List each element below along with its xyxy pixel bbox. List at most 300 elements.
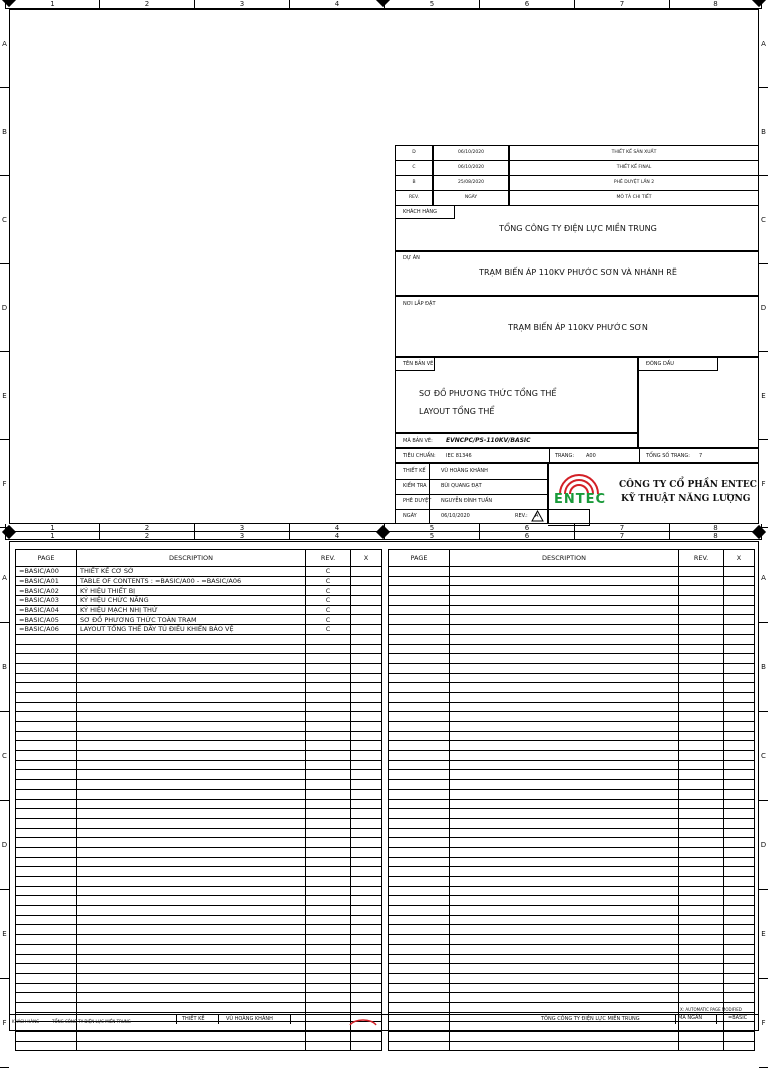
toc-x bbox=[351, 867, 382, 877]
toc-row bbox=[16, 1032, 382, 1042]
toc-rev bbox=[679, 925, 724, 935]
toc-x bbox=[351, 1002, 382, 1012]
toc-page bbox=[16, 789, 77, 799]
toc-row bbox=[16, 789, 382, 799]
zone-col-4: 4 bbox=[290, 532, 385, 540]
auto-note: X: AUTOMATIC PAGE MODIFIED bbox=[680, 1007, 742, 1012]
toc-page bbox=[389, 1002, 450, 1012]
drawing-title-line2: LAYOUT TỔNG THỂ bbox=[419, 407, 495, 416]
toc-rev bbox=[679, 596, 724, 606]
toc-rev bbox=[306, 770, 351, 780]
short-code: =BASIC bbox=[728, 1015, 748, 1021]
toc-rev: C bbox=[306, 596, 351, 606]
toc-page bbox=[16, 654, 77, 664]
toc-row bbox=[389, 847, 755, 857]
toc-page bbox=[389, 925, 450, 935]
revision-date: 25/08/2020 bbox=[433, 175, 509, 191]
col-x: X bbox=[351, 550, 382, 567]
col-x: X bbox=[724, 550, 755, 567]
toc-x bbox=[724, 596, 755, 606]
toc-x bbox=[351, 780, 382, 790]
zone-col-3: 3 bbox=[195, 532, 290, 540]
toc-x bbox=[724, 615, 755, 625]
toc-description bbox=[450, 1002, 679, 1012]
zone-col-1: 1 bbox=[5, 0, 100, 9]
toc-x bbox=[724, 586, 755, 596]
toc-rev bbox=[306, 1002, 351, 1012]
toc-rev bbox=[306, 654, 351, 664]
toc-x bbox=[351, 702, 382, 712]
stamp-box bbox=[638, 357, 759, 448]
toc-rev bbox=[679, 983, 724, 993]
toc-rev bbox=[679, 712, 724, 722]
zone-row-B: B bbox=[0, 623, 9, 712]
toc-rev bbox=[679, 915, 724, 925]
toc-page bbox=[389, 722, 450, 732]
toc-x bbox=[351, 809, 382, 819]
toc-row bbox=[16, 673, 382, 683]
revision-date: 06/10/2020 bbox=[433, 160, 509, 176]
zone-col-8: 8 bbox=[670, 0, 762, 9]
toc-rev: C bbox=[306, 567, 351, 577]
col-rev: REV. bbox=[679, 550, 724, 567]
toc-page bbox=[16, 973, 77, 983]
page-value: A00 bbox=[586, 453, 596, 459]
zone-row-A: A bbox=[759, 0, 768, 88]
toc-x bbox=[351, 993, 382, 1003]
toc-row bbox=[16, 731, 382, 741]
toc-x bbox=[724, 964, 755, 974]
toc-description bbox=[77, 964, 306, 974]
toc-rev bbox=[679, 760, 724, 770]
toc-page bbox=[16, 847, 77, 857]
zone-row-F: F bbox=[0, 979, 9, 1068]
toc-page bbox=[389, 954, 450, 964]
toc-page bbox=[389, 867, 450, 877]
toc-rev bbox=[679, 654, 724, 664]
toc-description bbox=[77, 906, 306, 916]
toc-rev: C bbox=[306, 586, 351, 596]
toc-page bbox=[389, 886, 450, 896]
toc-page bbox=[16, 944, 77, 954]
toc-page bbox=[389, 644, 450, 654]
toc-table-right bbox=[388, 549, 755, 1051]
designer: VŨ HOÀNG KHÁNH bbox=[441, 468, 488, 474]
toc-row bbox=[16, 576, 382, 586]
toc-page bbox=[16, 1032, 77, 1042]
toc-x bbox=[351, 964, 382, 974]
toc-row bbox=[389, 857, 755, 867]
toc-row bbox=[389, 634, 755, 644]
toc-rev bbox=[679, 935, 724, 945]
toc-rev bbox=[306, 818, 351, 828]
toc-row bbox=[389, 954, 755, 964]
checker: BÙI QUANG ĐẠT bbox=[441, 483, 482, 489]
toc-row bbox=[389, 925, 755, 935]
toc-x bbox=[724, 847, 755, 857]
toc-x bbox=[351, 712, 382, 722]
toc-rev bbox=[306, 799, 351, 809]
zone-col-4: 4 bbox=[290, 0, 385, 9]
toc-x bbox=[724, 644, 755, 654]
toc-x bbox=[724, 828, 755, 838]
toc-page bbox=[389, 896, 450, 906]
toc-page bbox=[16, 896, 77, 906]
toc-rev bbox=[679, 877, 724, 887]
toc-page bbox=[16, 877, 77, 887]
toc-page bbox=[389, 731, 450, 741]
toc-description bbox=[77, 857, 306, 867]
zone-col-6: 6 bbox=[480, 532, 575, 540]
toc-rev bbox=[679, 770, 724, 780]
toc-description bbox=[77, 915, 306, 925]
rev-header-desc: MÔ TẢ CHI TIẾT bbox=[509, 190, 759, 206]
zone-row-E: E bbox=[759, 352, 768, 440]
toc-x bbox=[351, 925, 382, 935]
toc-description bbox=[450, 954, 679, 964]
toc-page bbox=[16, 692, 77, 702]
toc-x bbox=[724, 780, 755, 790]
toc-rev bbox=[306, 983, 351, 993]
toc-page bbox=[389, 576, 450, 586]
toc-row bbox=[16, 770, 382, 780]
toc-description: THIẾT KẾ CƠ SỞ bbox=[77, 567, 306, 577]
toc-row bbox=[389, 973, 755, 983]
zone-col-2: 2 bbox=[100, 0, 195, 9]
toc-rev bbox=[679, 586, 724, 596]
toc-row bbox=[16, 586, 382, 596]
toc-description bbox=[77, 983, 306, 993]
toc-x bbox=[724, 983, 755, 993]
toc-description bbox=[77, 973, 306, 983]
toc-page bbox=[389, 663, 450, 673]
toc-rev bbox=[679, 683, 724, 693]
toc-rev bbox=[306, 915, 351, 925]
toc-x bbox=[351, 1032, 382, 1042]
entec-logo-text: ENTEC bbox=[554, 492, 607, 507]
toc-page bbox=[389, 857, 450, 867]
page-label: TRANG: bbox=[555, 453, 575, 459]
footer-client-label: KHÁCH HÀNG bbox=[12, 1019, 40, 1024]
toc-x bbox=[724, 663, 755, 673]
toc-row bbox=[16, 906, 382, 916]
toc-description bbox=[450, 634, 679, 644]
toc-row bbox=[16, 867, 382, 877]
toc-x bbox=[724, 809, 755, 819]
toc-rev bbox=[306, 741, 351, 751]
toc-page bbox=[389, 683, 450, 693]
toc-page bbox=[16, 964, 77, 974]
zone-col-5: 5 bbox=[385, 532, 480, 540]
toc-row bbox=[16, 605, 382, 615]
toc-page bbox=[16, 915, 77, 925]
toc-row bbox=[389, 915, 755, 925]
toc-rev bbox=[679, 567, 724, 577]
toc-x bbox=[351, 954, 382, 964]
toc-page bbox=[16, 818, 77, 828]
toc-description bbox=[77, 935, 306, 945]
toc-row bbox=[389, 896, 755, 906]
zone-row-B: B bbox=[759, 623, 768, 712]
rev-mark: A bbox=[535, 513, 539, 519]
zone-col-8: 8 bbox=[670, 532, 762, 540]
toc-description bbox=[77, 886, 306, 896]
toc-rev bbox=[306, 683, 351, 693]
toc-page bbox=[16, 983, 77, 993]
toc-x bbox=[724, 857, 755, 867]
toc-description bbox=[77, 663, 306, 673]
toc-x bbox=[724, 935, 755, 945]
toc-row bbox=[16, 1041, 382, 1051]
toc-row bbox=[16, 644, 382, 654]
toc-rev bbox=[306, 867, 351, 877]
toc-page bbox=[389, 625, 450, 635]
toc-description bbox=[450, 741, 679, 751]
toc-x bbox=[351, 906, 382, 916]
zone-col-1: 1 bbox=[5, 532, 100, 540]
toc-page bbox=[389, 605, 450, 615]
zone-col-5: 5 bbox=[385, 524, 480, 532]
toc-x bbox=[351, 683, 382, 693]
toc-x bbox=[724, 722, 755, 732]
toc-row bbox=[16, 634, 382, 644]
toc-description bbox=[450, 886, 679, 896]
toc-page bbox=[389, 770, 450, 780]
toc-rev bbox=[679, 692, 724, 702]
standard-value: IEC 81346 bbox=[446, 453, 472, 459]
toc-x bbox=[351, 818, 382, 828]
zone-col-6: 6 bbox=[480, 524, 575, 532]
zone-row-B: B bbox=[759, 88, 768, 176]
toc-rev bbox=[306, 1041, 351, 1051]
toc-page: =BASIC/A00 bbox=[16, 567, 77, 577]
toc-rev bbox=[306, 809, 351, 819]
toc-x bbox=[724, 925, 755, 935]
toc-page bbox=[389, 993, 450, 1003]
zone-col-7: 7 bbox=[575, 0, 670, 9]
toc-page bbox=[16, 828, 77, 838]
toc-row bbox=[16, 838, 382, 848]
toc-description: KÝ HIỆU CHỨC NĂNG bbox=[77, 596, 306, 606]
toc-description bbox=[77, 944, 306, 954]
revision-desc: THIẾT KẾ FINAL bbox=[509, 160, 759, 176]
toc-row bbox=[389, 877, 755, 887]
toc-rev bbox=[679, 789, 724, 799]
toc-row bbox=[16, 615, 382, 625]
toc-rev bbox=[679, 663, 724, 673]
toc-description bbox=[450, 915, 679, 925]
toc-description bbox=[77, 760, 306, 770]
toc-x bbox=[351, 751, 382, 761]
toc-row bbox=[389, 935, 755, 945]
toc-description bbox=[77, 654, 306, 664]
toc-x bbox=[724, 654, 755, 664]
toc-description bbox=[77, 712, 306, 722]
zone-row-F: F bbox=[0, 440, 9, 528]
toc-rev bbox=[306, 789, 351, 799]
toc-description bbox=[450, 673, 679, 683]
toc-x bbox=[724, 915, 755, 925]
toc-description bbox=[450, 780, 679, 790]
toc-page bbox=[16, 838, 77, 848]
toc-rev bbox=[306, 692, 351, 702]
toc-page bbox=[389, 634, 450, 644]
toc-rev bbox=[306, 993, 351, 1003]
footer-designer: VŨ HOÀNG KHÁNH bbox=[226, 1016, 273, 1022]
zone-row-C: C bbox=[0, 712, 9, 801]
approver: NGUYỄN ĐÌNH TUẤN bbox=[441, 498, 493, 504]
toc-row bbox=[389, 828, 755, 838]
toc-rev bbox=[679, 838, 724, 848]
toc-page bbox=[16, 886, 77, 896]
toc-row bbox=[389, 867, 755, 877]
toc-page bbox=[389, 789, 450, 799]
toc-row bbox=[389, 1041, 755, 1051]
toc-rev bbox=[679, 605, 724, 615]
toc-description bbox=[450, 983, 679, 993]
drawing-title-line1: SƠ ĐỒ PHƯƠNG THỨC TỔNG THỂ bbox=[419, 389, 557, 398]
toc-page bbox=[389, 712, 450, 722]
toc-rev bbox=[679, 973, 724, 983]
toc-description bbox=[450, 877, 679, 887]
footer-right-client: TỔNG CÔNG TY ĐIỆN LỰC MIỀN TRUNG bbox=[541, 1016, 640, 1022]
toc-row bbox=[389, 644, 755, 654]
client-label: KHÁCH HÀNG bbox=[395, 205, 455, 219]
toc-page bbox=[16, 663, 77, 673]
toc-page bbox=[389, 935, 450, 945]
approve-label: PHÊ DUYỆT bbox=[403, 498, 432, 504]
toc-x bbox=[724, 993, 755, 1003]
zone-row-D: D bbox=[759, 264, 768, 352]
toc-page bbox=[389, 838, 450, 848]
toc-x bbox=[724, 576, 755, 586]
toc-row bbox=[16, 828, 382, 838]
toc-description bbox=[450, 993, 679, 1003]
toc-rev bbox=[306, 702, 351, 712]
footer-client: TỔNG CÔNG TY ĐIỆN LỰC MIỀN TRUNG bbox=[52, 1019, 131, 1024]
toc-page bbox=[16, 702, 77, 712]
toc-rev bbox=[306, 712, 351, 722]
toc-row bbox=[389, 654, 755, 664]
toc-description bbox=[450, 935, 679, 945]
footer-divider bbox=[9, 1014, 759, 1015]
toc-description bbox=[77, 702, 306, 712]
toc-rev bbox=[679, 673, 724, 683]
zone-col-8: 8 bbox=[670, 524, 762, 532]
toc-page bbox=[389, 818, 450, 828]
toc-page bbox=[389, 741, 450, 751]
toc-row bbox=[16, 702, 382, 712]
toc-x bbox=[351, 663, 382, 673]
toc-description bbox=[450, 644, 679, 654]
toc-description: KÝ HIỆU MẠCH NHỊ THỨ bbox=[77, 605, 306, 615]
toc-x bbox=[351, 770, 382, 780]
toc-rev bbox=[306, 954, 351, 964]
toc-page bbox=[389, 983, 450, 993]
toc-description bbox=[77, 809, 306, 819]
toc-rev bbox=[679, 809, 724, 819]
toc-x bbox=[724, 906, 755, 916]
toc-description bbox=[450, 896, 679, 906]
toc-row bbox=[389, 625, 755, 635]
toc-row bbox=[16, 654, 382, 664]
toc-row bbox=[16, 692, 382, 702]
toc-x bbox=[724, 683, 755, 693]
toc-rev bbox=[679, 857, 724, 867]
col-description: DESCRIPTION bbox=[450, 550, 679, 567]
toc-rev bbox=[306, 731, 351, 741]
toc-x bbox=[724, 886, 755, 896]
toc-description bbox=[450, 867, 679, 877]
toc-row bbox=[389, 712, 755, 722]
toc-rev: C bbox=[306, 615, 351, 625]
toc-x bbox=[724, 751, 755, 761]
toc-rev bbox=[679, 818, 724, 828]
toc-row bbox=[16, 751, 382, 761]
sign-date: 06/10/2020 bbox=[441, 513, 470, 519]
toc-description bbox=[450, 605, 679, 615]
title-block bbox=[395, 145, 759, 524]
toc-rev bbox=[306, 847, 351, 857]
toc-rev bbox=[679, 828, 724, 838]
site-label: NƠI LẮP ĐẶT bbox=[403, 301, 436, 307]
toc-row bbox=[389, 780, 755, 790]
toc-row bbox=[389, 770, 755, 780]
toc-page bbox=[16, 799, 77, 809]
project-box bbox=[395, 251, 759, 296]
toc-description: SƠ ĐỒ PHƯƠNG THỨC TOÀN TRẠM bbox=[77, 615, 306, 625]
toc-page bbox=[389, 586, 450, 596]
toc-rev bbox=[306, 838, 351, 848]
toc-row bbox=[16, 818, 382, 828]
revision-rev: C bbox=[395, 160, 433, 176]
toc-description bbox=[450, 751, 679, 761]
toc-description bbox=[77, 877, 306, 887]
toc-description bbox=[450, 1032, 679, 1042]
toc-page bbox=[389, 809, 450, 819]
toc-rev bbox=[679, 896, 724, 906]
toc-rev bbox=[679, 722, 724, 732]
toc-rev: C bbox=[306, 576, 351, 586]
toc-description bbox=[77, 1002, 306, 1012]
toc-page bbox=[16, 673, 77, 683]
company-box bbox=[515, 463, 759, 524]
toc-description bbox=[450, 964, 679, 974]
toc-row bbox=[389, 751, 755, 761]
toc-row bbox=[389, 906, 755, 916]
toc-row bbox=[389, 838, 755, 848]
toc-description: LAYOUT TỔNG THỂ DÃY TỦ ĐIỀU KHIỂN BẢO VỆ bbox=[77, 625, 306, 635]
toc-description bbox=[77, 993, 306, 1003]
toc-page bbox=[16, 741, 77, 751]
site-box bbox=[395, 296, 759, 357]
toc-row bbox=[389, 586, 755, 596]
toc-row bbox=[16, 993, 382, 1003]
toc-row bbox=[16, 596, 382, 606]
toc-page bbox=[389, 973, 450, 983]
toc-rev bbox=[306, 935, 351, 945]
toc-row bbox=[389, 663, 755, 673]
toc-x bbox=[351, 634, 382, 644]
toc-row bbox=[16, 964, 382, 974]
toc-x bbox=[724, 877, 755, 887]
toc-rev bbox=[306, 751, 351, 761]
client-box bbox=[395, 205, 759, 251]
toc-page bbox=[16, 683, 77, 693]
revision-desc: PHÊ DUYỆT LẦN 2 bbox=[509, 175, 759, 191]
toc-row bbox=[16, 741, 382, 751]
toc-page bbox=[389, 915, 450, 925]
